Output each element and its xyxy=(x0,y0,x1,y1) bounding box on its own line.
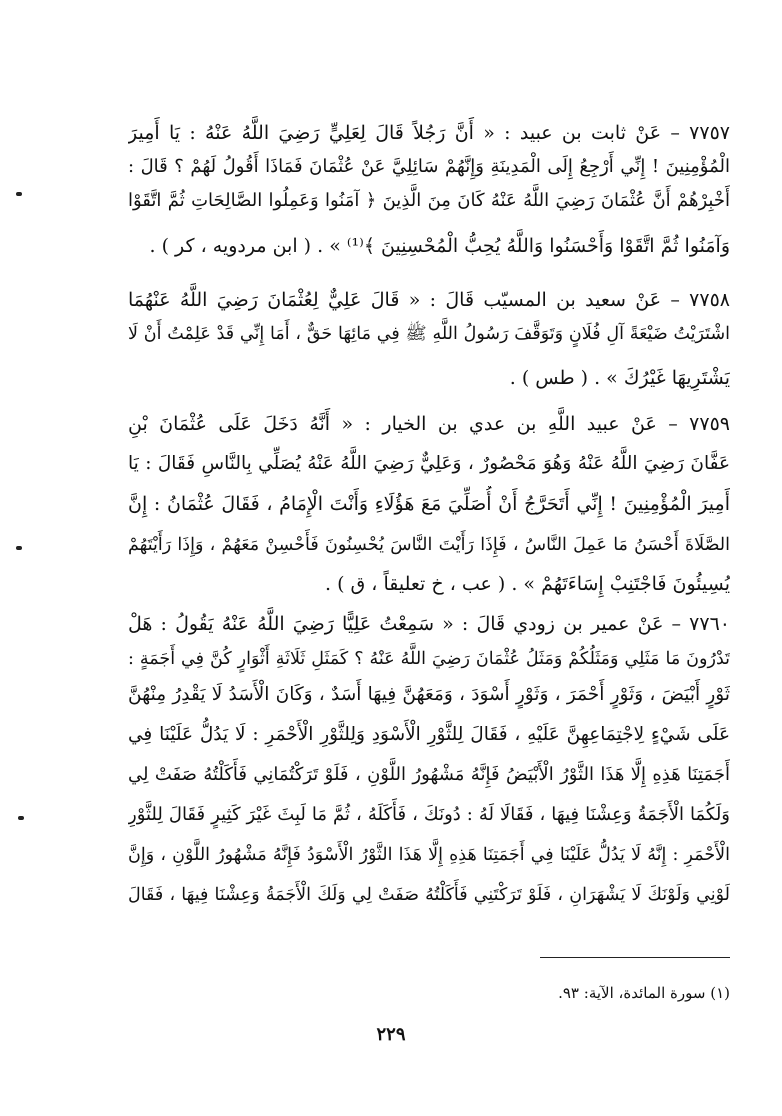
text-line: أَمِيرَ الْمُؤْمِنِينَ ! إِنِّي أَتَحَرَّجُ أَنْ أُصَلِّيَ مَعَ هَؤُلَاءِ وَأَنْتَ الْإِمَامُ ، فَقَالَ عُثْمَانُ : إِنَّ xyxy=(128,493,730,515)
text-line: أَجَمَتِنَا هَذِهِ إِلَّا هَذَا الثَّوْرُ الْأَبْيَضُ فَإِنَّهُ مَشْهُورُ اللَّوْنِ ، فَلَوْ تَرَكْتُمَانِي فَأَكَلْتُهُ صَفَتْ لِي xyxy=(128,764,730,785)
text-line: أَخْبِرْهُمْ أَنَّ عُثْمَانَ رَضِيَ اللَّهُ عَنْهُ كَانَ مِنَ الَّذِينَ ﴿ آمَنُوا وَعَمِلُوا الصَّالِحَاتِ ثُمَّ اتَّقَوْا xyxy=(128,190,730,211)
scan-mark xyxy=(16,192,22,196)
text-line-hadith-7757: ٧٧٥٧ – عَنْ ثابت بن عبيد : « أَنَّ رَجُلاً قَالَ لِعَلِيٍّ رَضِيَ اللَّهُ عَنْهُ : يَا أَمِيرَ xyxy=(128,122,730,144)
text-line-hadith-7759: ٧٧٥٩ – عَنْ عبيد اللَّهِ بن عدي بن الخيار : « أَنَّهُ دَخَلَ عَلَى عُثْمَانَ بْنِ xyxy=(128,413,730,435)
text-line: الصَّلَاةَ أَحْسَنُ مَا عَمِلَ النَّاسُ ، فَإِذَا رَأَيْتَ النَّاسَ يُحْسِنُونَ فَأَحْسِنْ مَعَهُمْ ، وَإِذَا رَأَيْتَهُمْ xyxy=(128,535,730,555)
scan-mark xyxy=(16,546,22,550)
text-line: الْأَحْمَرِ : إِنَّهُ لَا يَدُلُّ عَلَيْنَا فِي أَجَمَتِنَا هَذِهِ إِلَّا هَذَا الثَّوْرُ الْأَسْوَدُ فَإِنَّهُ مَشْهُورُ اللَّوْنِ ، وَإِنَّ xyxy=(128,845,730,865)
text-line: الْمُؤْمِنِينَ ! إِنِّي أَرْجِعُ إِلَى الْمَدِينَةِ وَإِنَّهُمْ سَائِلِيَّ عَنْ عُثْمَانَ فَمَاذَا أَقُولُ لَهُمْ ؟ قَالَ : xyxy=(128,156,730,177)
footnote: (١) سورة المائدة، الآية: ٩٣. xyxy=(558,984,730,1002)
text-line-hadith-7760: ٧٧٦٠ – عَنْ عمير بن زودي قَالَ : « سَمِعْتُ عَلِيًّا رَضِيَ اللَّهُ عَنْهُ يَقُولُ : هَلْ xyxy=(128,613,730,635)
page-number: ٢٢٩ xyxy=(376,1024,406,1045)
text-line: عَفَّانَ رَضِيَ اللَّهُ عَنْهُ وَهُوَ مَحْصُورٌ ، وَعَلِيٌّ رَضِيَ اللَّهُ عَنْهُ يُصَلِّي بِالنَّاسِ فَقَالَ : يَا xyxy=(128,453,730,474)
text-line: تَدْرُونَ مَا مَثَلِي وَمَثَلُكُمْ وَمَثَلُ عُثْمَانَ رَضِيَ اللَّهُ عَنْهُ ؟ كَمَثَلِ ثَلَاثَةِ أَثْوَارٍ كُنَّ فِي أَجَمَةٍ : xyxy=(128,649,730,669)
text-line: يَشْتَرِيهَا غَيْرُكَ » . ( طس ) . xyxy=(509,367,730,389)
text-line-hadith-7758: ٧٧٥٨ – عَنْ سعيد بن المسيّب قَالَ : « قَالَ عَلِيٌّ لِعُثْمَانَ رَضِيَ اللَّهُ عَنْهُمَا xyxy=(128,289,730,311)
footnote-divider xyxy=(540,957,730,958)
scan-mark xyxy=(18,816,24,820)
text-line: يُسِيئُونَ فَاجْتَنِبْ إِسَاءَتَهُمْ » . ( عب ، خ تعليقاً ، ق ) . xyxy=(324,573,730,595)
text-line: اشْتَرَيْتُ ضَيْعَةً آلِ فُلَانٍ وَتَوَقَّفَ رَسُولُ اللَّهِ ﷺ فِي مَائِهَا حَقٌّ ، أَمَا إِنِّي قَدْ عَلِمْتُ أَنْ لَا xyxy=(128,324,730,344)
text-line: وَلَكُمَا الْأَجَمَةُ وَعِشْنَا فِيهَا ، فَقَالَا لَهُ : دُونَكَ ، فَأَكَلَهُ ، ثُمَّ مَا لَبِثَ غَيْرَ كَثِيرٍ فَقَالَ لِلثَّوْرِ xyxy=(128,804,730,825)
text-line: عَلَى شَيْءٍ لِاجْتِمَاعِهِنَّ عَلَيْهِ ، فَقَالَ لِلثَّوْرِ الْأَسْوَدِ وَلِلثَّوْرِ الْأَحْمَرِ : لَا يَدُلُّ عَلَيْنَا فِي xyxy=(128,724,730,745)
text-line: ثَوْرٍ أَبْيَضَ ، وَثَوْرٍ أَحْمَرَ ، وَثَوْرٍ أَسْوَدَ ، وَمَعَهُنَّ فِيهَا أَسَدٌ ، وَكَانَ الْأَسَدُ لَا يَقْدِرُ مِنْهُنَّ xyxy=(128,684,730,705)
text-line: لَوْنِي وَلَوْنَكَ لَا يَشْهَرَانِ ، فَلَوْ تَرَكْتَنِي فَأَكَلْتُهُ صَفَتْ لِي وَلَكَ الْأَجَمَةُ وَعِشْنَا فِيهَا ، فَقَالَ xyxy=(128,885,730,905)
text-line: وَآمَنُوا ثُمَّ اتَّقَوْا وَأَحْسَنُوا وَاللَّهُ يُحِبُّ الْمُحْسِنِينَ ﴾⁽¹⁾ » . ( ابن مردويه ، كر ) . xyxy=(149,235,730,257)
